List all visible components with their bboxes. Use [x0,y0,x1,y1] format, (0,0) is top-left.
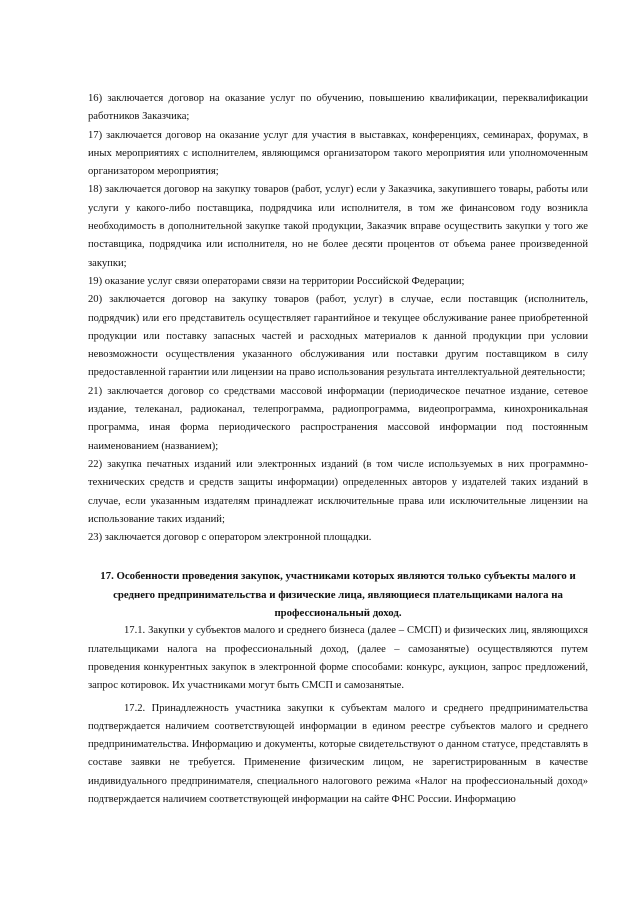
list-item-16: 16) заключается договор на оказание услуг по обучению, повышению квалификации, переквалификации работников Заказчика; [88,93,588,123]
list-item-23: 23) заключается договор с оператором электронной площадки. [88,532,372,544]
list-item-19: 19) оказание услуг связи операторами связи на территории Российской Федерации; [88,275,465,287]
list-item-17: 17) заключается договор на оказание услуг для участия в выставках, конференциях, семинарах, форумах, в иных мероприятиях с исполнителем, являющимся организатором такого мероприятия или уполномоченным организатором мероприятия; [88,129,588,178]
document-page [88,90,588,809]
list-item-22: 22) закупка печатных изданий или электронных изданий (в том числе используемых в них программно-технических средств и средств защиты информации) определенных авторов у издателей таких изданий в случае, если указанным издателям принадлежат исключительные права или исключительные лицензии на использование таких изданий; [88,458,588,525]
list-item-18: 18) заключается договор на закупку товаров (работ, услуг) если у Заказчика, закупившего товары, работы или услуги у какого-либо поставщика, подрядчика или исполнителя, в том же финансовом году возникла необходимость в дополнительной закупке такой продукции, Заказчик вправе осуществить закупки у того же поставщика, подрядчика или исполнителя, но не более десяти процентов от объема ранее произведенной закупки; [88,184,588,269]
section-heading: 17. Особенности проведения закупок, участниками которых являются только субъекты малого и среднего предпринимательства и физические лица, являющиеся плательщиками налога на профессиональный доход. [100,570,576,620]
paragraph-17-2: 17.2. Принадлежность участника закупки к субъектам малого и среднего предпринимательства подтверждается наличием соответствующей информации в едином реестре субъектов малого и среднего предпринимательства. Информацию и документы, которые свидетельствуют о данном статусе, представлять в составе заявки не требуется. Применение физическим лицом, не зарегистрированным в качестве индивидуального предпринимателя, специального налогового режима «Налог на профессиональный доход» подтверждается наличием соответствующей информации на сайте ФНС России. Информацию [88,702,588,805]
paragraph-17-1: 17.1. Закупки у субъектов малого и среднего бизнеса (далее – СМСП) и физических лиц, являющихся плательщиками налога на профессиональный доход, (далее – самозанятые) осуществляются путем проведения конкурентных закупок в электронной форме способами: конкурс, аукцион, запрос предложений, запрос котировок. Их участниками могут быть СМСП и самозанятые. [88,625,588,692]
list-item-20: 20) заключается договор на закупку товаров (работ, услуг) в случае, если поставщик (исполнитель, подрядчик) или его представитель осуществляет гарантийное и текущее обслуживание ранее приобретенной продукции или поставку запасных частей и расходных материалов к данной продукции при условии невозможности осуществления указанного обслуживания или поставки другим поставщиком в силу предоставленной гарантии или лицензии на право использования результата интеллектуальной деятельности; [88,294,588,379]
list-item-21: 21) заключается договор со средствами массовой информации (периодическое печатное издание, сетевое издание, телеканал, радиоканал, телепрограмма, радиопрограмма, видеопрограмма, кинохроникальная программа, иная форма периодического распространения массовой информации под постоянным наименованием (названием); [88,385,588,452]
